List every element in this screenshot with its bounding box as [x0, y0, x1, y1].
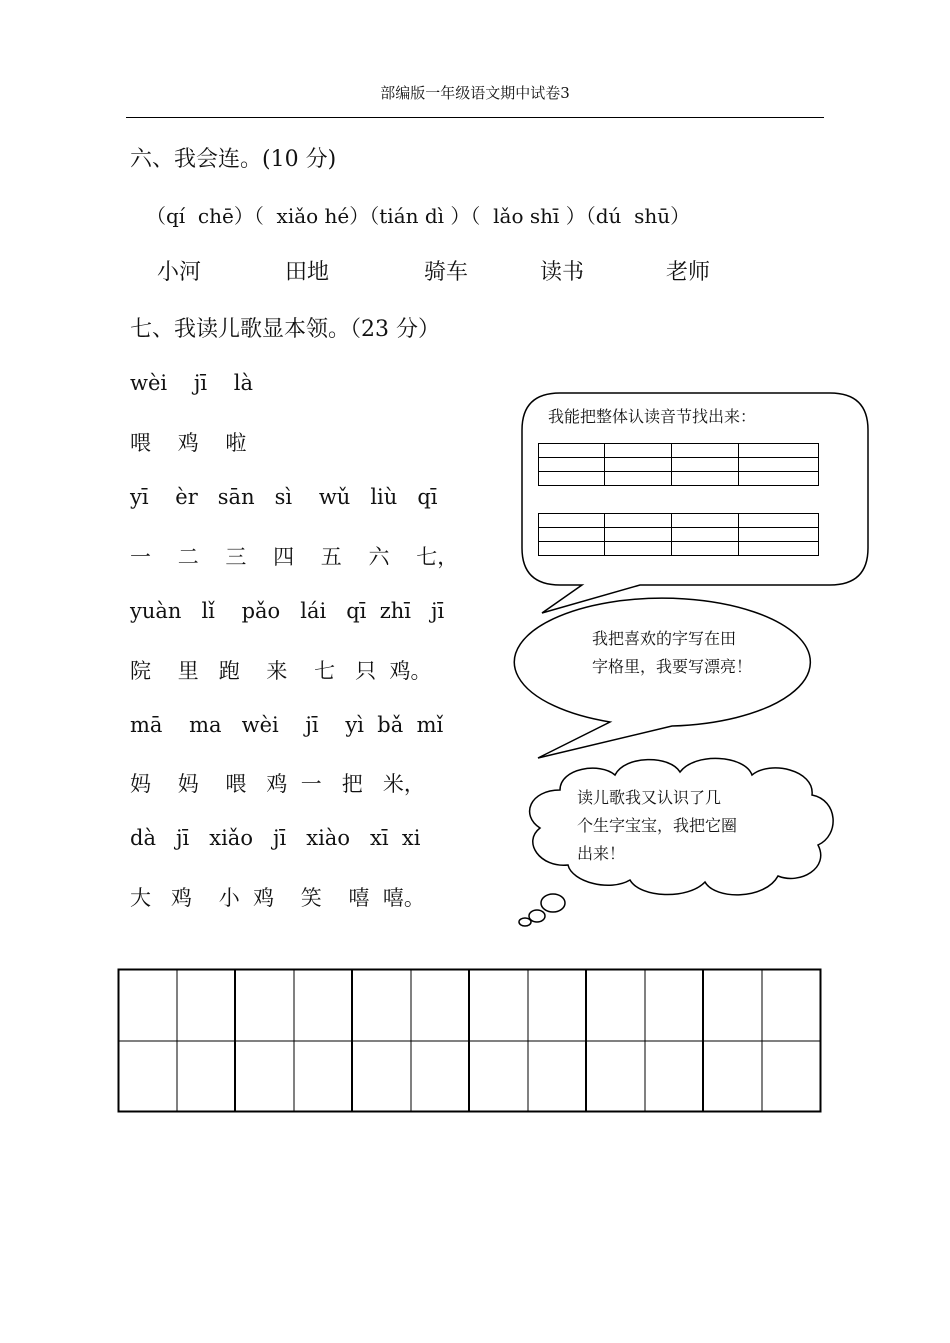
word-laoshi[interactable]: 老师 [666, 260, 711, 285]
page-header-title: 部编版一年级语文期中试卷3 [380, 84, 570, 102]
poem-hanzi-line: 妈 妈 喂 鸡 一 把 米， [130, 772, 425, 796]
writing-prompt-line-1: 我把喜欢的字写在田 [592, 629, 737, 648]
section-6-pinyin-row: （qí chē）（ xiǎo hé）（tián dì ）（ lǎo shī ）（dú shū） [146, 204, 691, 228]
poem-pinyin-line: wèi jī là [130, 371, 253, 395]
poem-hanzi-line: 院 里 跑 来 七 只 鸡。 [130, 659, 432, 683]
word-dushu[interactable]: 读书 [540, 260, 585, 285]
poem-pinyin-line: dà jī xiǎo jī xiào xī xi [130, 826, 421, 850]
cloud-prompt-line-2: 个生字宝宝，我把它圈 [577, 816, 738, 835]
poem-pinyin-line: yī èr sān sì wǔ liù qī [130, 485, 438, 509]
word-tiandi[interactable]: 田地 [285, 260, 330, 285]
poem-pinyin-line: mā ma wèi jī yì bǎ mǐ [130, 713, 444, 737]
syllables-prompt: 我能把整体认读音节找出来： [548, 407, 757, 426]
word-xiaohe[interactable]: 小河 [157, 260, 202, 285]
poem-hanzi-line: 大 鸡 小 鸡 笑 嘻 嘻。 [130, 886, 425, 910]
word-qiche[interactable]: 骑车 [424, 260, 469, 285]
poem-pinyin-line: yuàn lǐ pǎo lái qī zhī jī [130, 599, 445, 623]
section-7-title: 七、我读儿歌显本领。（23 分） [130, 317, 440, 342]
cloud-prompt-line-1: 读儿歌我又认识了几 [577, 788, 722, 807]
cloud-prompt-line-3: 出来！ [577, 844, 626, 863]
section-6-title: 六、我会连。(10 分) [130, 147, 337, 172]
writing-prompt-line-2: 字格里，我要写漂亮！ [592, 657, 753, 676]
poem-hanzi-line: 喂 鸡 啦 [130, 431, 247, 455]
poem-hanzi-line: 一 二 三 四 五 六 七， [130, 545, 459, 569]
